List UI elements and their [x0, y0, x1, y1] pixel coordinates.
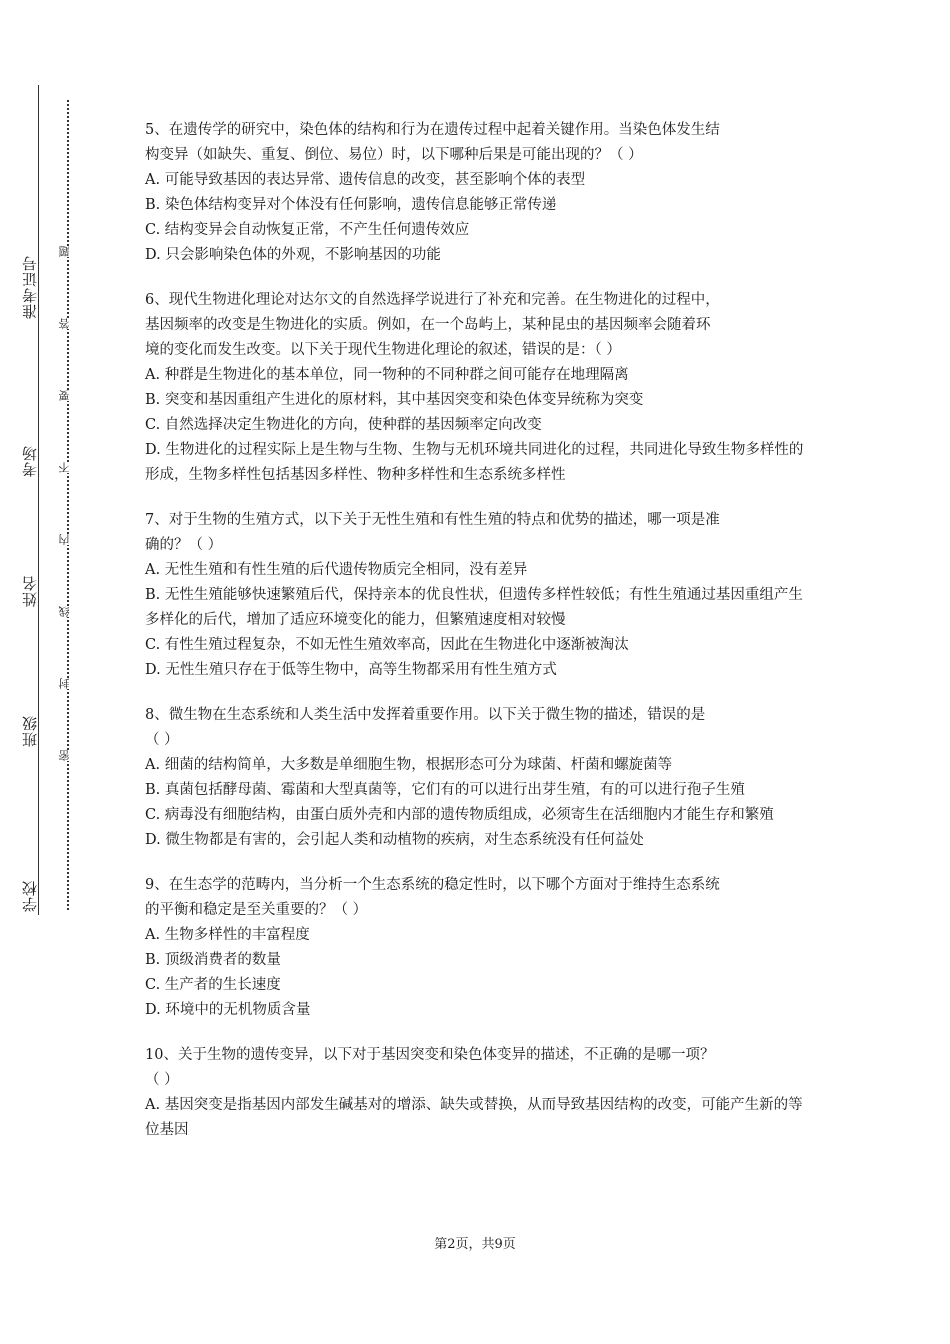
- option-b: B. 无性生殖能够快速繁殖后代，保持亲本的优良性状，但遗传多样性较低；有性生殖通过基因重组产生多样化的后代，增加了适应环境变化的能力，但繁殖速度相对较慢: [145, 587, 803, 628]
- margin-solid-line: [38, 85, 39, 915]
- option-c: C. 生产者的生长速度: [145, 977, 281, 993]
- question-list: [145, 118, 810, 1163]
- question-8: [145, 703, 810, 853]
- option-b: B. 染色体结构变异对个体没有任何影响，遗传信息能够正常传递: [145, 197, 557, 213]
- option-a: A. 基因突变是指基因内部发生碱基对的增添、缺失或替换，从而导致基因结构的改变，可能产生新的等位基因: [145, 1097, 803, 1138]
- option-d: D. 无性生殖只存在于低等生物中，高等生物都采用有性生殖方式: [145, 662, 557, 678]
- option-d: D. 只会影响染色体的外观，不影响基因的功能: [145, 247, 441, 263]
- class-label: 班级: [21, 715, 39, 747]
- margin-dotted-line: [67, 100, 69, 910]
- seal-char: 题: [59, 246, 75, 257]
- question-stem: 确的？（ ）: [145, 537, 223, 553]
- question-stem: 境的变化而发生改变。以下关于现代生物进化理论的叙述，错误的是：（ ）: [145, 342, 621, 358]
- option-c: C. 结构变异会自动恢复正常，不产生任何遗传效应: [145, 222, 470, 238]
- option-b: B. 突变和基因重组产生进化的原材料，其中基因突变和染色体变异统称为突变: [145, 392, 644, 408]
- exam-room-label: 考场: [21, 445, 39, 477]
- option-c: C. 有性生殖过程复杂，不如无性生殖效率高，因此在生物进化中逐渐被淘汰: [145, 637, 629, 653]
- option-a: A. 可能导致基因的表达异常、遗传信息的改变，甚至影响个体的表型: [145, 172, 586, 188]
- question-stem: 6、现代生物进化理论对达尔文的自然选择学说进行了补充和完善。在生物进化的过程中，: [145, 292, 720, 308]
- option-d: D. 环境中的无机物质含量: [145, 1002, 311, 1018]
- seal-char: 答: [59, 318, 75, 329]
- option-b: B. 真菌包括酵母菌、霉菌和大型真菌等，它们有的可以进行出芽生殖，有的可以进行孢子生殖: [145, 782, 745, 798]
- option-c: C. 病毒没有细胞结构，由蛋白质外壳和内部的遗传物质组成，必须寄生在活细胞内才能生存和繁殖: [145, 807, 774, 823]
- option-a: A. 细菌的结构简单，大多数是单细胞生物，根据形态可分为球菌、杆菌和螺旋菌等: [145, 757, 673, 773]
- question-stem: 7、对于生物的生殖方式，以下关于无性生殖和有性生殖的特点和优势的描述，哪一项是准: [145, 512, 720, 528]
- option-a: A. 种群是生物进化的基本单位，同一物种的不同种群之间可能存在地理隔离: [145, 367, 629, 383]
- question-stem: 构变异（如缺失、重复、倒位、易位）时，以下哪种后果是可能出现的？（ ）: [145, 147, 643, 163]
- option-c: C. 自然选择决定生物进化的方向，使种群的基因频率定向改变: [145, 417, 542, 433]
- question-stem: 基因频率的改变是生物进化的实质。例如，在一个岛屿上，某种昆虫的基因频率会随着环: [145, 317, 711, 333]
- question-7: [145, 508, 810, 683]
- option-a: A. 生物多样性的丰富程度: [145, 927, 310, 943]
- school-label: 学校: [21, 880, 39, 912]
- question-10: [145, 1043, 810, 1143]
- seal-char: 封: [59, 678, 75, 689]
- option-d: D. 微生物都是有害的，会引起人类和动植物的疾病，对生态系统没有任何益处: [145, 832, 644, 848]
- page-number: 第2页，共9页: [434, 1237, 516, 1252]
- question-stem: 5、在遗传学的研究中，染色体的结构和行为在遗传过程中起着关键作用。当染色体发生结: [145, 122, 720, 138]
- option-b: B. 顶级消费者的数量: [145, 952, 281, 968]
- question-6: [145, 288, 810, 488]
- seal-char: 线: [59, 606, 75, 617]
- option-a: A. 无性生殖和有性生殖的后代遗传物质完全相同，没有差异: [145, 562, 528, 578]
- seal-char: 密: [59, 750, 75, 761]
- question-5: [145, 118, 810, 268]
- name-label: 姓名: [21, 575, 39, 607]
- seal-char: 内: [59, 534, 75, 545]
- question-stem: 9、在生态学的范畴内，当分析一个生态系统的稳定性时，以下哪个方面对于维持生态系统: [145, 877, 720, 893]
- seal-char: 要: [59, 390, 75, 401]
- question-stem: 的平衡和稳定是至关重要的？（ ）: [145, 902, 368, 918]
- question-stem: （ ）: [145, 732, 179, 748]
- seal-char: 不: [59, 462, 75, 473]
- exam-number-label: 准考证号: [21, 255, 39, 319]
- question-stem: （ ）: [145, 1072, 179, 1088]
- question-9: [145, 873, 810, 1023]
- option-d: D. 生物进化的过程实际上是生物与生物、生物与无机环境共同进化的过程，共同进化导致生物多样性的形成，生物多样性包括基因多样性、物种多样性和生态系统多样性: [145, 442, 804, 483]
- question-stem: 10、关于生物的遗传变异，以下对于基因突变和染色体变异的描述，不正确的是哪一项？: [145, 1047, 715, 1063]
- question-stem: 8、微生物在生态系统和人类生活中发挥着重要作用。以下关于微生物的描述，错误的是: [145, 707, 706, 723]
